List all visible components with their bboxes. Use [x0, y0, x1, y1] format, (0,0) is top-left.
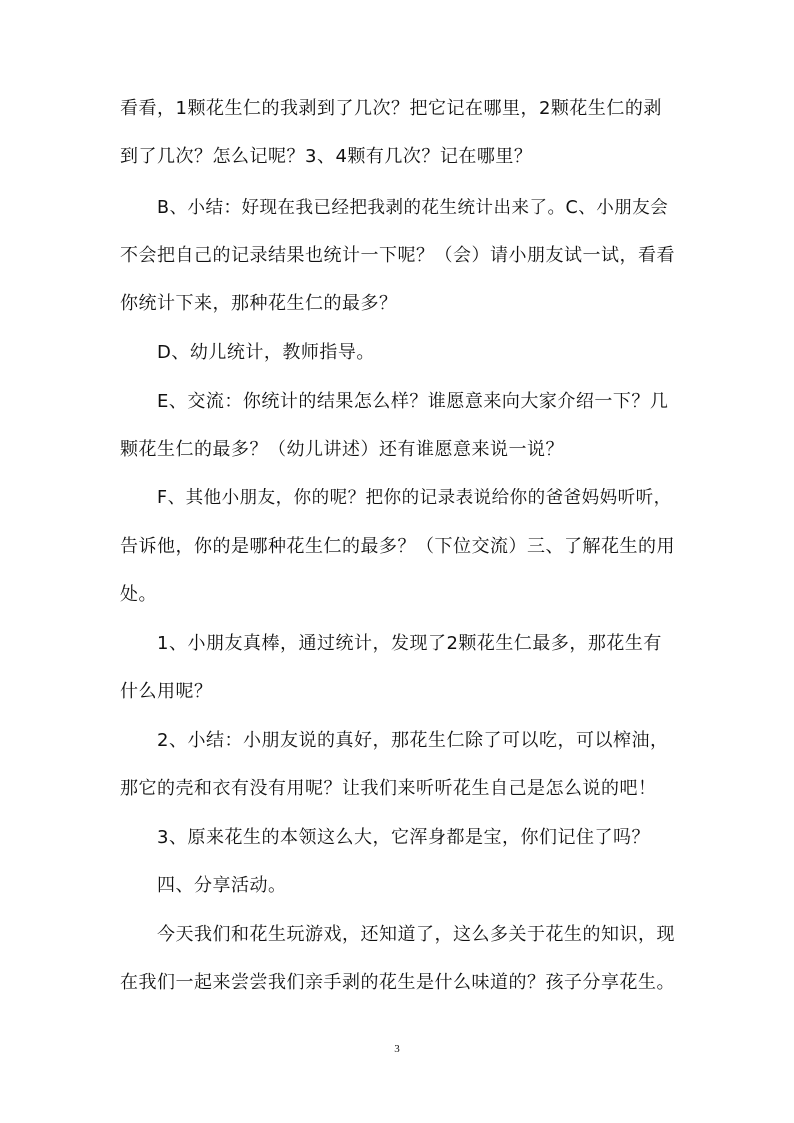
text-line: 颗花生仁的最多？（幼儿讲述）还有谁愿意来说一说？	[120, 439, 564, 460]
text-line: 什么用呢？	[120, 681, 213, 702]
text-line: 处。	[120, 584, 157, 605]
text-line: 在我们一起来尝尝我们亲手剥的花生是什么味道的？孩子分享花生。	[120, 972, 675, 993]
text-line: B、小结：好现在我已经把我剥的花生统计出来了。C、小朋友会	[157, 198, 669, 218]
text-line: 那它的壳和衣有没有用呢？让我们来听听花生自己是怎么说的吧！	[120, 778, 657, 799]
text-line: D、幼儿统计，教师指导。	[157, 342, 375, 363]
text-line: 不会把自己的记录结果也统计一下呢？（会）请小朋友试一试，看看	[120, 245, 675, 266]
text-line: 1、小朋友真棒，通过统计，发现了2颗花生仁最多，那花生有	[157, 633, 662, 654]
text-line: 看看，1颗花生仁的我剥到了几次？把它记在哪里，2颗花生仁的剥	[120, 98, 662, 119]
text-line: E、交流：你统计的结果怎么样？谁愿意来向大家介绍一下？几	[157, 391, 669, 412]
text-line: F、其他小朋友，你的呢？把你的记录表说给你的爸爸妈妈听听，	[157, 488, 672, 508]
page-number: 3	[394, 1043, 400, 1055]
text-line: 2、小结：小朋友说的真好，那花生仁除了可以吃，可以榨油，	[157, 730, 669, 751]
text-line: 告诉他，你的是哪种花生仁的最多？（下位交流）三、了解花生的用	[120, 536, 675, 557]
text-line: 四、分享活动。	[157, 875, 287, 896]
text-line: 今天我们和花生玩游戏，还知道了，这么多关于花生的知识，现	[157, 924, 675, 945]
text-line: 3、原来花生的本领这么大，它浑身都是宝，你们记住了吗？	[157, 827, 650, 848]
text-line: 你统计下来，那种花生仁的最多？	[120, 293, 398, 314]
text-line: 到了几次？怎么记呢？3、4颗有几次？记在哪里？	[120, 146, 533, 167]
